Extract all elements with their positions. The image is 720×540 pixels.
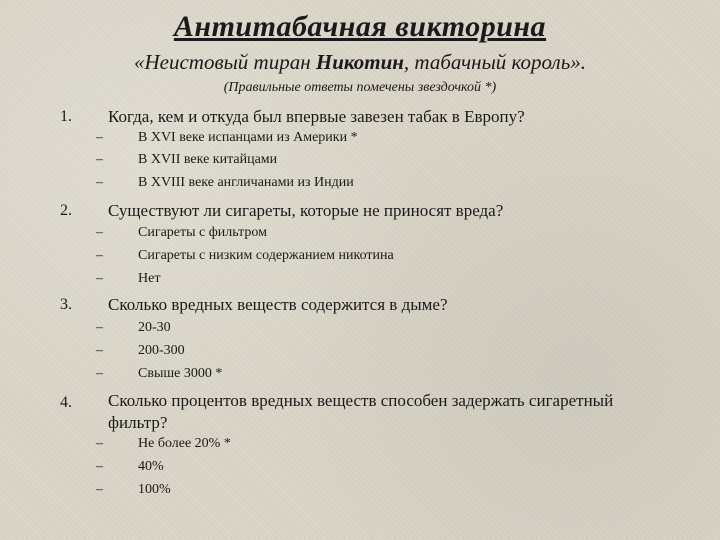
bullet-dash: – [96, 343, 103, 358]
question-text: Сколько вредных веществ содержится в дыме? [108, 295, 448, 314]
answer-text: 20-30 [138, 320, 171, 335]
bullet-dash: – [96, 271, 103, 286]
bullet-dash: – [96, 248, 103, 263]
question-number: 3. [60, 296, 72, 313]
bullet-dash: – [96, 225, 103, 240]
subtitle [0, 50, 720, 75]
bullet-dash: – [96, 152, 103, 167]
answer-text: В XVI веке испанцами из Америки * [138, 130, 358, 145]
question-number: 2. [60, 202, 72, 219]
answer-note: (Правильные ответы помечены звездочкой *) [223, 80, 497, 95]
answer-text: В XVIII веке англичанами из Индии [138, 175, 354, 190]
answer-text: 100% [138, 482, 171, 497]
subtitle-open: «Неистовый тиран [133, 50, 316, 74]
answer-text: В XVII веке китайцами [138, 152, 278, 167]
answer-text: Не более 20% * [138, 436, 231, 451]
answer-text: Нет [138, 271, 161, 286]
answer-text: Сигареты с фильтром [138, 225, 268, 240]
answer-text: 200-300 [138, 343, 185, 358]
bullet-dash: – [96, 436, 103, 451]
answer-text: Сигареты с низким содержанием никотина [138, 248, 394, 263]
question-number: 1. [60, 108, 72, 125]
page-title: Антитабачная викторина [173, 10, 547, 43]
question-number: 4. [60, 394, 72, 411]
bullet-dash: – [96, 459, 103, 474]
bullet-dash: – [96, 366, 103, 381]
bullet-dash: – [96, 320, 103, 335]
question-text: Когда, кем и откуда был впервые завезен табак в Европу? [108, 107, 525, 126]
answer-text: Свыше 3000 * [138, 366, 223, 381]
subtitle-close: , табачный король». [403, 50, 587, 74]
bullet-dash: – [96, 175, 103, 190]
answer-text: 40% [138, 459, 164, 474]
question-text: Сколько процентов вредных веществ способен задержать сигаретный фильтр? [108, 391, 614, 432]
bullet-dash: – [96, 482, 103, 497]
bullet-dash: – [96, 130, 103, 145]
question-text: Существуют ли сигареты, которые не приносят вреда? [108, 201, 504, 220]
subtitle-bold: Никотин [315, 50, 404, 74]
